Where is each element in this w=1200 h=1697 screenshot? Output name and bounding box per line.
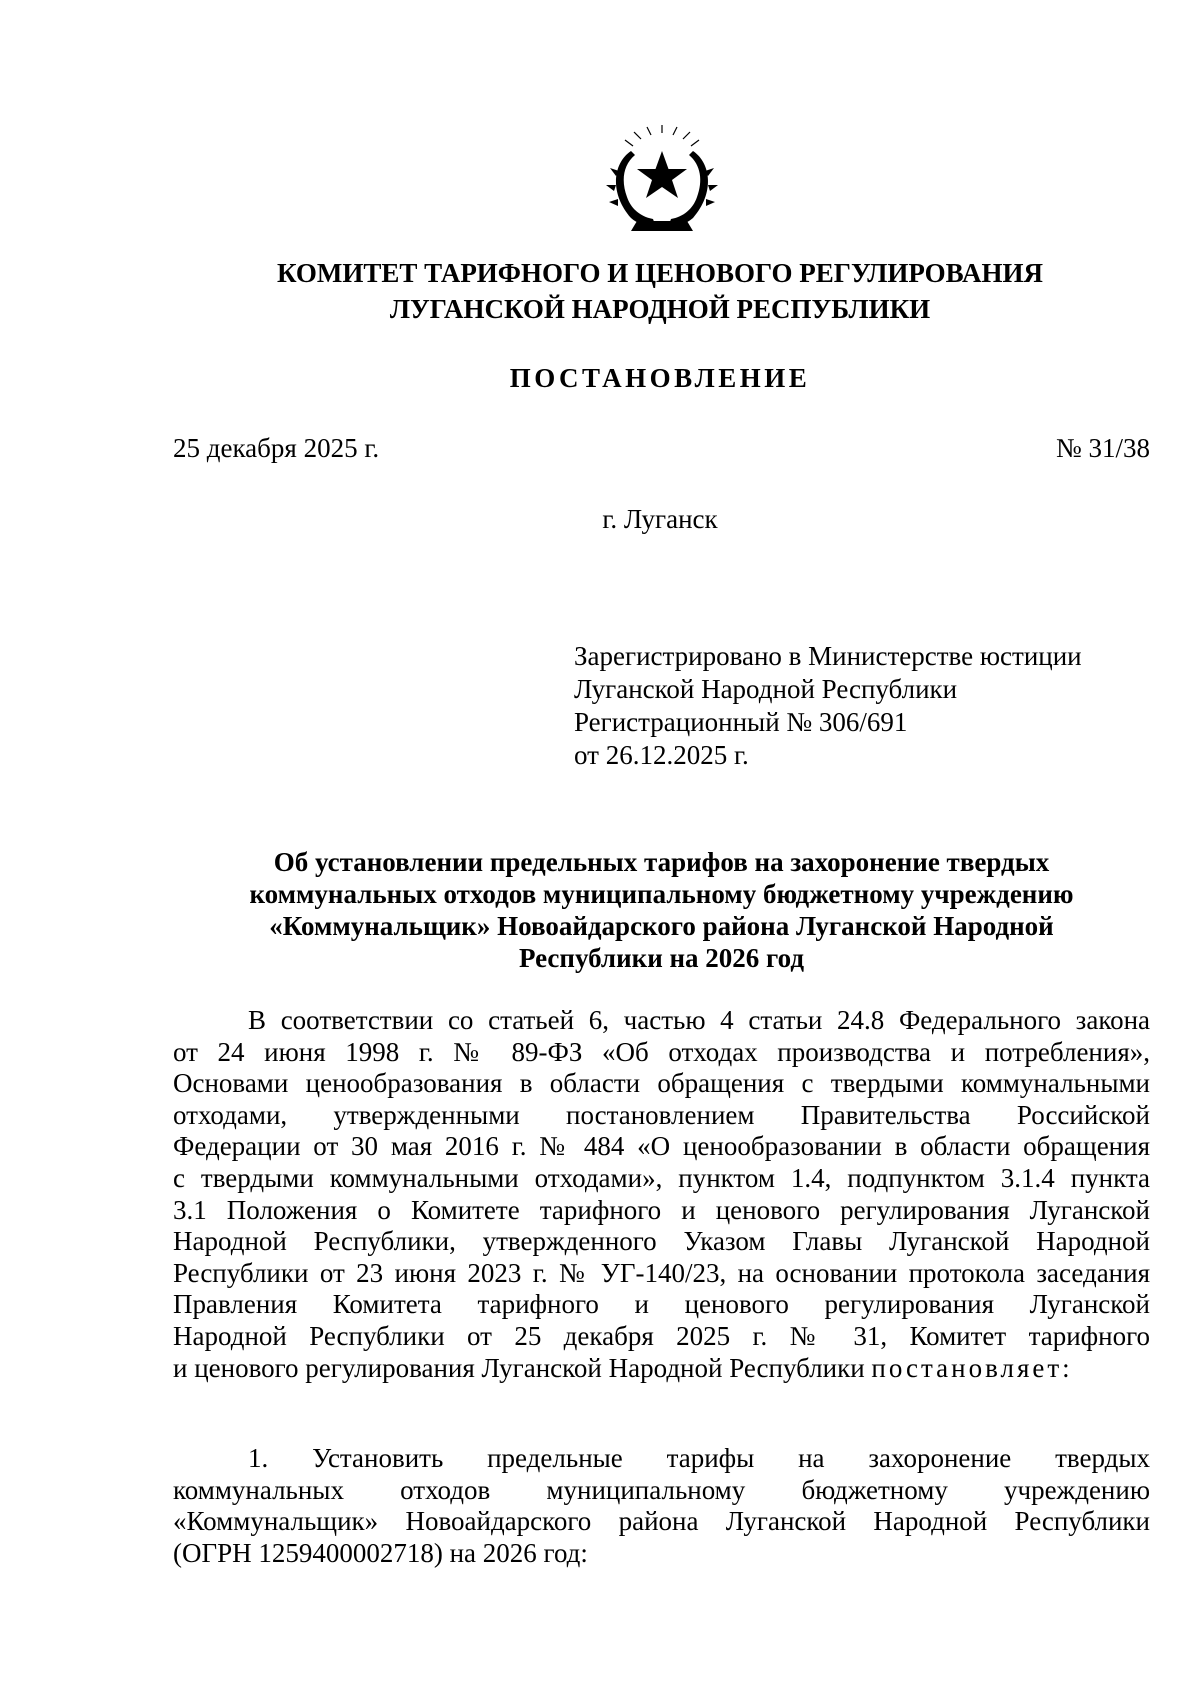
preamble-last-line-text: и ценового регулирования Луганской Народной Республики [173, 1352, 872, 1383]
document-subject [173, 846, 1150, 974]
preamble-line: отходами, утвержденными постановлением Правительства Российской [173, 1099, 1150, 1130]
document-city: г. Луганск [602, 504, 718, 534]
preamble-line: В соответствии со статьей 6, частью 4 статьи 24.8 Федерального закона [248, 1005, 1150, 1035]
registration-stamp [574, 640, 1082, 772]
preamble-line: Федерации от 30 мая 2016 г. № 484 «О ценообразовании в области обращения [173, 1131, 1150, 1162]
preamble-line: Республики от 23 июня 2023 г. № УГ-140/23, на основании протокола заседания [173, 1257, 1150, 1288]
item-1-line: (ОГРН 1259400002718) на 2026 год: [173, 1537, 588, 1568]
registration-line-4: от 26.12.2025 г. [574, 740, 749, 770]
registration-line-2: Луганской Народной Республики [574, 674, 958, 704]
preamble-line: Основами ценообразования в области обращения с твердыми коммунальными [173, 1068, 1150, 1099]
preamble-paragraph [173, 1005, 1150, 1384]
document-type: ПОСТАНОВЛЕНИЕ [509, 363, 811, 393]
document-date: 25 декабря 2025 г. [173, 433, 380, 463]
registration-line-1: Зарегистрировано в Министерстве юстиции [574, 641, 1082, 671]
subject-line-4: Республики на 2026 год [518, 943, 805, 973]
preamble-line: Народной Республики от 25 декабря 2025 г. № 31, Комитет тарифного [173, 1320, 1150, 1351]
org-line-1: КОМИТЕТ ТАРИФНОГО И ЦЕНОВОГО РЕГУЛИРОВАНИЯ [276, 258, 1043, 288]
preamble-line: Народной Республики, утвержденного Указом Главы Луганской Народной [173, 1226, 1150, 1257]
preamble-line: от 24 июня 1998 г. № 89-ФЗ «Об отходах производства и потребления», [173, 1036, 1150, 1067]
item-1-line: «Коммунальщик» Новоайдарского района Луганской Народной Республики [173, 1506, 1150, 1537]
org-line-2: ЛУГАНСКОЙ НАРОДНОЙ РЕСПУБЛИКИ [389, 294, 931, 324]
organization-name [200, 255, 1120, 327]
item-1-paragraph [173, 1443, 1150, 1569]
document-number: № 31/38 [1055, 433, 1150, 463]
preamble-last-line [173, 1353, 1150, 1385]
preamble-line: с твердыми коммунальными отходами», пунктом 1.4, подпунктом 3.1.4 пункта [173, 1162, 1150, 1193]
item-1-line: коммунальных отходов муниципальному бюджетному учреждению [173, 1474, 1150, 1505]
subject-line-2: коммунальных отходов муниципальному бюджетному учреждению [249, 879, 1074, 909]
preamble-line: 3.1 Положения о Комитете тарифного и ценового регулирования Луганской [173, 1194, 1150, 1225]
registration-line-3: Регистрационный № 306/691 [574, 707, 908, 737]
item-1-line: 1. Установить предельные тарифы на захоронение твердых [248, 1443, 1150, 1473]
preamble-line: Правления Комитета тарифного и ценового регулирования Луганской [173, 1289, 1150, 1320]
decree-word: постановляет: [871, 1352, 1073, 1383]
emblem-icon [601, 123, 723, 238]
subject-line-1: Об установлении предельных тарифов на захоронение твердых [273, 847, 1050, 877]
subject-line-3: «Коммунальщик» Новоайдарского района Луганской Народной [269, 911, 1054, 941]
